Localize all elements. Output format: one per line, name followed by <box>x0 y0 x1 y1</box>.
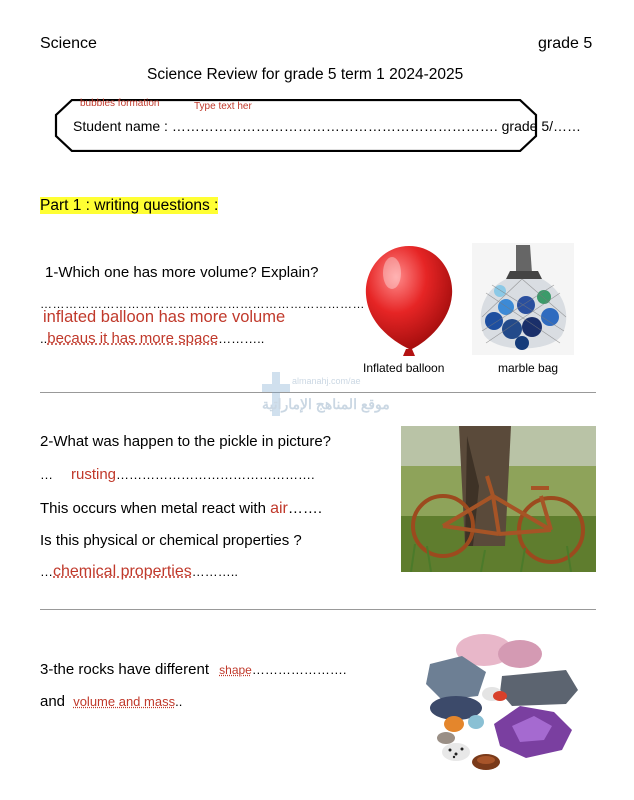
marble-bag-image <box>472 243 574 355</box>
q3-answer2[interactable]: volume and mass <box>73 694 176 709</box>
q1-dots-line: …………………………………………………………………… <box>40 297 365 311</box>
watermark-url: almanahj.com/ae <box>292 376 361 386</box>
student-name-field[interactable]: Student name : ……………………………………………………………. grade 5/…… <box>73 118 581 134</box>
bubbles-note: bubbles formation <box>80 98 160 109</box>
q2-sentence: This occurs when metal react with <box>40 500 266 517</box>
q2-line3-suffix: ……….. <box>191 564 238 579</box>
q1-question: 1-Which one has more volume? Explain? <box>45 264 319 281</box>
rocks-image <box>416 630 586 775</box>
balloon-image <box>362 243 456 359</box>
q2-line1-suffix: ………………………………………. <box>116 467 315 482</box>
type-text-note[interactable]: Type text her <box>194 101 252 112</box>
q2-question: 2-What was happen to the pickle in picture? <box>40 433 331 450</box>
q3-answer1[interactable]: shape <box>219 663 252 677</box>
watermark <box>262 372 390 421</box>
q2-sentence-suffix: ……. <box>287 500 323 517</box>
q3-line1-suffix: …………………. <box>251 662 347 677</box>
q2-answer3-row <box>40 563 238 581</box>
page-title: Science Review for grade 5 term 1 2024-2025 <box>147 66 464 83</box>
q1-answer-line1[interactable]: inflated balloon has more volume <box>43 308 286 326</box>
q1-line2-prefix: .. <box>40 331 48 346</box>
divider-2 <box>40 609 596 610</box>
q2-line3-prefix: … <box>40 564 53 579</box>
q2-answer1-row <box>40 466 315 484</box>
q1-answer-line2-row <box>40 330 264 348</box>
divider-1 <box>40 392 596 393</box>
q2-answer3[interactable]: chemical properties <box>53 563 192 580</box>
q2-question2: Is this physical or chemical properties ? <box>40 532 302 549</box>
q3-question: 3-the rocks have different <box>40 661 209 678</box>
part1-heading-text: Part 1 : writing questions : <box>40 197 219 214</box>
q2-answer1[interactable]: rusting <box>71 466 117 483</box>
q2-sentence-row <box>40 500 322 518</box>
part1-heading <box>37 196 221 216</box>
q2-answer2[interactable]: air <box>270 500 288 517</box>
q3-line2-suffix: .. <box>175 694 183 709</box>
q3-and-label: and <box>40 693 66 710</box>
watermark-arabic: موقع المناهج الإماراتية <box>262 396 390 412</box>
subject-label: Science <box>40 35 97 52</box>
q3-row2 <box>40 693 182 711</box>
grade-label: grade 5 <box>538 35 593 52</box>
caption-marbles: marble bag <box>498 361 559 375</box>
q1-answer-line2[interactable]: becaus it has more space <box>47 330 219 347</box>
caption-balloon: Inflated balloon <box>363 361 445 375</box>
rusty-bicycle-image <box>401 426 596 572</box>
q2-line1-prefix: … <box>40 467 53 482</box>
q3-row1 <box>40 661 346 679</box>
q1-line2-suffix: ……….. <box>218 331 265 346</box>
